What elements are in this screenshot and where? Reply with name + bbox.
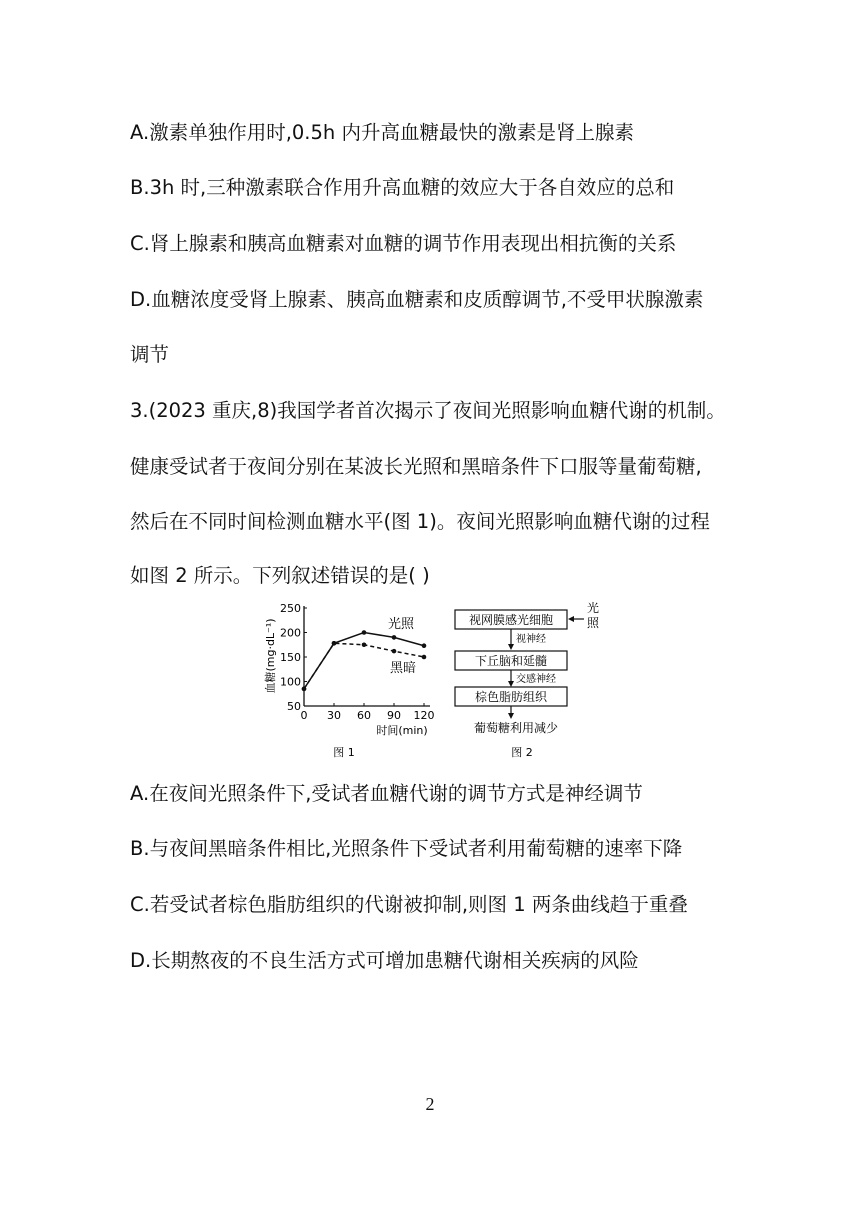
arrow-2-label: 交感神经: [516, 674, 556, 685]
box-brown-fat-label: 棕色脂肪组织: [474, 690, 548, 704]
x-axis-label: 时间(min): [376, 724, 428, 737]
box-hypothalamus-label: 下丘脑和延髓: [474, 654, 548, 668]
input-arrow-head: [568, 616, 574, 622]
box-retina-label: 视网膜感光细胞: [468, 613, 554, 627]
legend-light: 光照: [388, 617, 415, 632]
x-tick-label: 90: [387, 709, 401, 722]
light-data-point: [362, 630, 367, 635]
question-3-stem-1: 3.(2023 重庆,8)我国学者首次揭示了夜间光照影响血糖代谢的机制。: [130, 399, 726, 422]
figure-1-caption: 图 1: [333, 746, 355, 759]
figure-1-chart: [262, 598, 442, 760]
y-tick-label: 150: [280, 651, 301, 664]
x-tick-label: 0: [300, 709, 308, 722]
figure-2-caption: 图 2: [511, 746, 533, 759]
legend-dark: 黑暗: [390, 661, 417, 676]
y-axis-label: 血糖(mg·dL⁻¹): [264, 618, 277, 694]
page-number: 2: [425, 1094, 435, 1114]
y-tick-label: 100: [280, 675, 301, 689]
option-a-prev: A.激素单独作用时,0.5h 内升高血糖最快的激素是肾上腺素: [130, 121, 634, 144]
option-c-prev: C.肾上腺素和胰高血糖素对血糖的调节作用表现出相抗衡的关系: [130, 232, 677, 255]
option-a: A.在夜间光照条件下,受试者血糖代谢的调节方式是神经调节: [130, 782, 643, 805]
y-tick-label: 200: [280, 626, 301, 640]
question-3-stem-2: 健康受试者于夜间分别在某波长光照和黑暗条件下口服等量葡萄糖,: [130, 455, 702, 478]
dark-data-point: [392, 649, 397, 654]
dark-data-point: [362, 642, 367, 647]
figure-2-diagram: [450, 598, 610, 760]
arrow-1-head: [508, 644, 514, 650]
option-c: C.若受试者棕色脂肪组织的代谢被抑制,则图 1 两条曲线趋于重叠: [130, 893, 688, 916]
question-3-stem-4: 如图 2 所示。下列叙述错误的是( ): [130, 564, 430, 587]
x-tick-label: 60: [357, 709, 371, 722]
arrow-2-head: [508, 681, 514, 687]
dark-data-point: [332, 641, 337, 646]
input-light-label-1: 光: [586, 601, 600, 615]
option-b: B.与夜间黑暗条件相比,光照条件下受试者利用葡萄糖的速率下降: [130, 837, 683, 860]
option-d-prev: D.血糖浓度受肾上腺素、胰高血糖素和皮质醇调节,不受甲状腺激素: [130, 288, 704, 311]
output-label: 葡萄糖利用减少: [473, 721, 559, 735]
option-d: D.长期熬夜的不良生活方式可增加患糖代谢相关疾病的风险: [130, 949, 639, 972]
x-tick-label: 120: [413, 709, 435, 722]
arrow-3-head: [508, 713, 514, 719]
question-3-stem-3: 然后在不同时间检测血糖水平(图 1)。夜间光照影响血糖代谢的过程: [130, 510, 710, 533]
input-light-label-2: 照: [586, 616, 600, 630]
dark-data-point: [422, 655, 427, 660]
light-data-point: [422, 643, 427, 648]
arrow-1-label: 视神经: [516, 634, 546, 645]
light-data-point: [392, 635, 397, 640]
x-tick-label: 30: [327, 709, 341, 722]
option-d-prev-cont: 调节: [130, 343, 170, 366]
y-tick-label: 50: [287, 700, 301, 713]
option-b-prev: B.3h 时,三种激素联合作用升高血糖的效应大于各自效应的总和: [130, 176, 675, 199]
dark-data-point: [302, 687, 307, 692]
y-tick-label: 250: [280, 602, 301, 615]
